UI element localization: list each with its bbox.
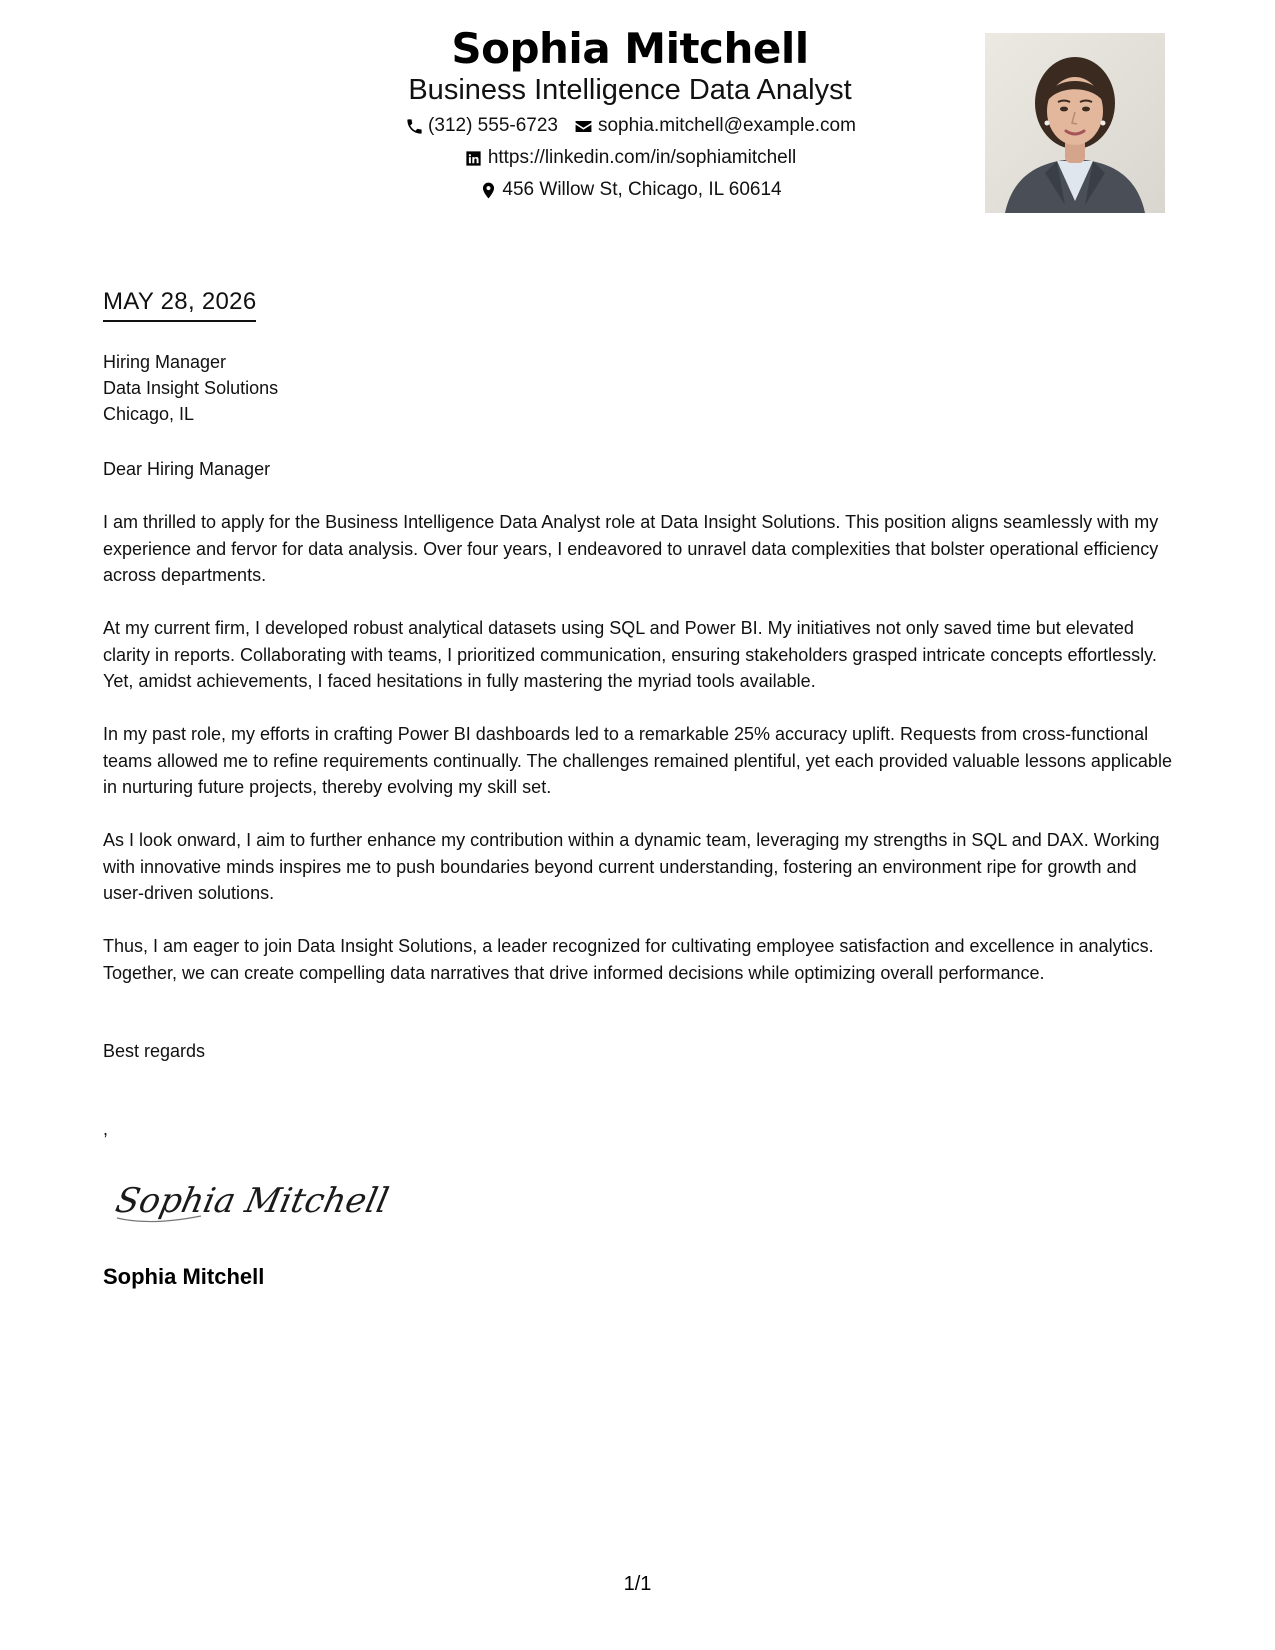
recipient-location: Chicago, IL xyxy=(103,404,195,424)
applicant-job-title: Business Intelligence Data Analyst xyxy=(408,74,852,106)
letter-header xyxy=(0,22,1275,222)
email-address[interactable]: sophia.mitchell@example.com xyxy=(597,115,856,136)
body-paragraph: At my current firm, I developed robust analytical datasets using SQL and Power BI. My initiatives not only saved time but elevated clarity in reports. Collaborating with teams, I prioritized communication, ensuring stakeholders grasped intricate concepts effortlessly. Yet, amidst achievements, I faced hesitations in fully mastering the myriad tools available. xyxy=(103,618,1157,691)
phone-icon xyxy=(404,116,424,136)
page-number: 1/1 xyxy=(623,1573,652,1595)
handwritten-signature xyxy=(111,1170,393,1230)
contact-linkedin[interactable] xyxy=(464,145,796,171)
signer-name: Sophia Mitchell xyxy=(103,1264,265,1289)
salutation: Dear Hiring Manager xyxy=(103,459,271,479)
street-address: 456 Willow St, Chicago, IL 60614 xyxy=(502,179,782,200)
body-paragraph: I am thrilled to apply for the Business Intelligence Data Analyst role at Data Insight Solutions. This position aligns seamlessly with my experience and fervor for data analysis. Over four years, I endeavored to unravel data complexities that bolster operational efficiency across departments. xyxy=(103,512,1159,585)
recipient-title: Hiring Manager xyxy=(103,352,227,372)
applicant-photo xyxy=(985,33,1165,213)
letter-date: MAY 28, 2026 xyxy=(103,286,256,322)
closing: Best regards xyxy=(103,1041,206,1061)
contact-phone xyxy=(404,113,558,139)
phone-number: (312) 555-6723 xyxy=(428,115,558,136)
map-pin-icon xyxy=(478,180,498,200)
closing-comma: , xyxy=(103,1119,109,1139)
body-paragraph: In my past role, my efforts in crafting Power BI dashboards led to a remarkable 25% accuracy uplift. Requests from cross-functional teams allowed me to refine requirements continually. The challenges remained plentiful, yet each provided valuable lessons applicable in nurturing future projects, thereby evolving my skill set. xyxy=(103,724,1172,797)
signature-text: Sophia Mitchell xyxy=(112,1181,393,1221)
contact-email[interactable] xyxy=(574,113,856,139)
linkedin-icon xyxy=(464,148,484,168)
body-paragraph: As I look onward, I aim to further enhance my contribution within a dynamic team, leveraging my strengths in SQL and DAX. Working with innovative minds inspires me to push boundaries beyond current understanding, fostering an environment ripe for growth and user-driven solutions. xyxy=(103,830,1160,903)
linkedin-url[interactable]: https://linkedin.com/in/sophiamitchell xyxy=(487,147,797,168)
recipient-company: Data Insight Solutions xyxy=(103,378,279,398)
body-paragraph: Thus, I am eager to join Data Insight Solutions, a leader recognized for cultivating employee satisfaction and excellence in analytics. Together, we can create compelling data narratives that drive informed decisions while optimizing overall performance. xyxy=(103,936,1154,983)
applicant-name: Sophia Mitchell xyxy=(451,24,809,73)
contact-address xyxy=(478,177,781,203)
envelope-icon xyxy=(574,116,594,136)
recipient-block xyxy=(103,349,278,427)
